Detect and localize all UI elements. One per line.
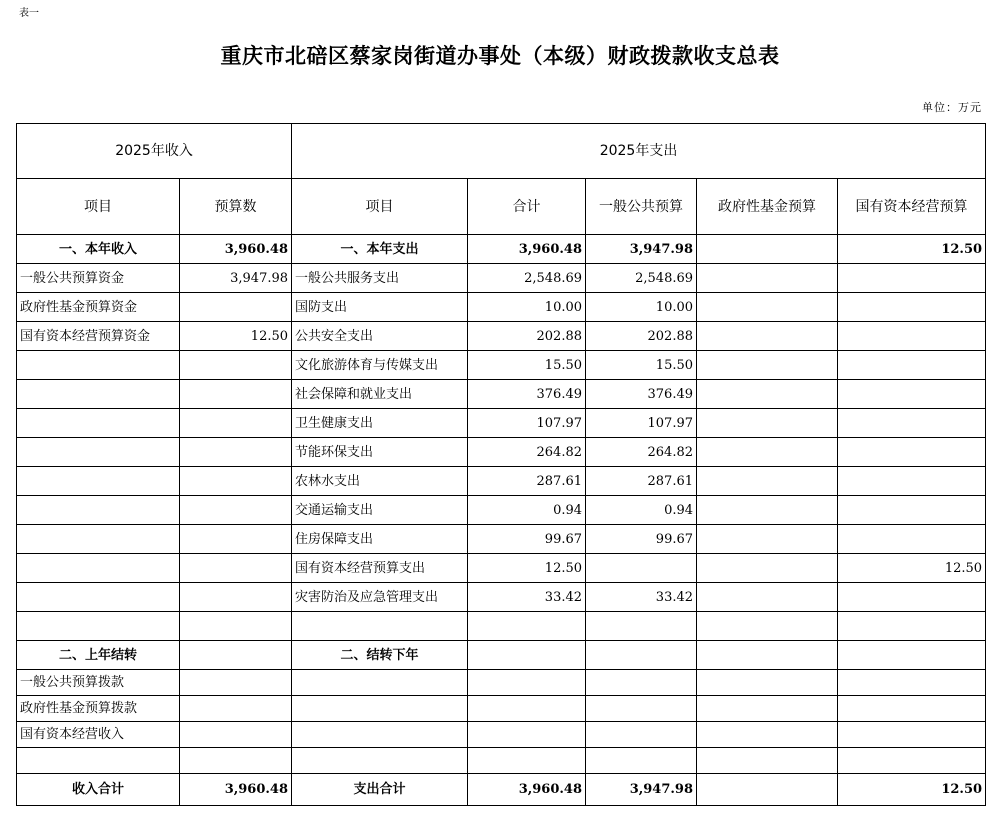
total-cell: 202.88 (468, 322, 586, 351)
income-value-cell (180, 409, 292, 438)
table-row (17, 696, 986, 722)
income-item-cell (17, 612, 180, 641)
expense-item-cell (292, 722, 468, 748)
total-cell (468, 696, 586, 722)
income-value-cell (180, 583, 292, 612)
income-item-cell (17, 554, 180, 583)
gov-fund-header: 政府性基金预算 (697, 179, 838, 235)
table-row (17, 641, 986, 670)
table-row (17, 722, 986, 748)
page-title: 重庆市北碚区蔡家岗街道办事处（本级）财政拨款收支总表 (220, 43, 780, 68)
header-row-groups (17, 124, 986, 179)
total-cell: 0.94 (468, 496, 586, 525)
expense-item-cell: 住房保障支出 (292, 525, 468, 554)
general-budget-header: 一般公共预算 (586, 179, 697, 235)
gov-fund-cell (697, 583, 838, 612)
income-value-cell: 3,960.48 (180, 235, 292, 264)
income-item-cell (17, 351, 180, 380)
general-budget-cell (586, 641, 697, 670)
budget-table (16, 123, 986, 806)
income-item-cell: 一般公共预算拨款 (17, 670, 180, 696)
total-cell: 99.67 (468, 525, 586, 554)
gov-fund-cell (697, 641, 838, 670)
expense-item-cell: 卫生健康支出 (292, 409, 468, 438)
total-cell: 2,548.69 (468, 264, 586, 293)
expense-item-cell: 交通运输支出 (292, 496, 468, 525)
income-value-cell (180, 670, 292, 696)
state-capital-cell: 12.50 (838, 774, 986, 806)
table-row (17, 380, 986, 409)
general-budget-cell (586, 554, 697, 583)
income-value-cell: 3,947.98 (180, 264, 292, 293)
general-budget-cell (586, 612, 697, 641)
income-item-cell: 一般公共预算资金 (17, 264, 180, 293)
general-budget-cell: 376.49 (586, 380, 697, 409)
state-capital-cell (838, 264, 986, 293)
income-value-cell (180, 438, 292, 467)
income-value-cell (180, 696, 292, 722)
expense-item-cell (292, 612, 468, 641)
gov-fund-cell (697, 438, 838, 467)
gov-fund-cell (697, 467, 838, 496)
gov-fund-cell (697, 525, 838, 554)
header-row-columns (17, 179, 986, 235)
income-value-cell (180, 351, 292, 380)
income-value-cell (180, 722, 292, 748)
income-item-cell: 二、上年结转 (17, 641, 180, 670)
general-budget-cell (586, 722, 697, 748)
gov-fund-cell (697, 351, 838, 380)
expense-item-cell: 支出合计 (292, 774, 468, 806)
income-value-cell (180, 496, 292, 525)
gov-fund-cell (697, 409, 838, 438)
expense-item-cell: 节能环保支出 (292, 438, 468, 467)
general-budget-cell (586, 670, 697, 696)
income-item-cell: 一、本年收入 (17, 235, 180, 264)
income-item-header: 项目 (17, 179, 180, 235)
total-cell (468, 748, 586, 774)
state-capital-cell: 12.50 (838, 554, 986, 583)
general-budget-cell (586, 748, 697, 774)
income-value-cell (180, 748, 292, 774)
state-capital-cell (838, 351, 986, 380)
income-value-cell (180, 467, 292, 496)
state-capital-cell (838, 380, 986, 409)
income-value-cell: 3,960.48 (180, 774, 292, 806)
gov-fund-cell (697, 235, 838, 264)
general-budget-cell: 15.50 (586, 351, 697, 380)
expense-item-cell (292, 696, 468, 722)
expense-item-cell: 一般公共服务支出 (292, 264, 468, 293)
state-capital-cell (838, 496, 986, 525)
table-row (17, 670, 986, 696)
state-capital-cell (838, 409, 986, 438)
state-capital-cell (838, 438, 986, 467)
income-item-cell (17, 583, 180, 612)
total-cell: 33.42 (468, 583, 586, 612)
expense-item-cell: 文化旅游体育与传媒支出 (292, 351, 468, 380)
total-cell: 376.49 (468, 380, 586, 409)
state-capital-cell (838, 641, 986, 670)
total-cell: 287.61 (468, 467, 586, 496)
income-item-cell (17, 409, 180, 438)
table-row (17, 351, 986, 380)
gov-fund-cell (697, 293, 838, 322)
gov-fund-cell (697, 264, 838, 293)
table-row (17, 496, 986, 525)
income-item-cell: 政府性基金预算拨款 (17, 696, 180, 722)
general-budget-cell: 3,947.98 (586, 774, 697, 806)
gov-fund-cell (697, 612, 838, 641)
expense-item-header: 项目 (292, 179, 468, 235)
total-cell (468, 641, 586, 670)
general-budget-cell: 2,548.69 (586, 264, 697, 293)
gov-fund-cell (697, 322, 838, 351)
income-item-cell: 政府性基金预算资金 (17, 293, 180, 322)
expense-item-cell (292, 670, 468, 696)
income-value-cell: 12.50 (180, 322, 292, 351)
total-cell (468, 612, 586, 641)
table-row (17, 293, 986, 322)
total-cell: 264.82 (468, 438, 586, 467)
expense-item-cell: 国防支出 (292, 293, 468, 322)
total-cell: 3,960.48 (468, 774, 586, 806)
total-cell: 3,960.48 (468, 235, 586, 264)
income-item-cell: 国有资本经营收入 (17, 722, 180, 748)
income-value-cell (180, 293, 292, 322)
general-budget-cell: 33.42 (586, 583, 697, 612)
state-capital-header: 国有资本经营预算 (838, 179, 986, 235)
gov-fund-cell (697, 696, 838, 722)
state-capital-cell (838, 293, 986, 322)
expense-item-cell: 农林水支出 (292, 467, 468, 496)
gov-fund-cell (697, 670, 838, 696)
expense-item-cell (292, 748, 468, 774)
unit-label: 单位：万元 (922, 101, 982, 114)
general-budget-cell: 264.82 (586, 438, 697, 467)
income-item-cell (17, 525, 180, 554)
expense-item-cell: 一、本年支出 (292, 235, 468, 264)
total-cell: 15.50 (468, 351, 586, 380)
table-row (17, 467, 986, 496)
total-cell: 12.50 (468, 554, 586, 583)
general-budget-cell (586, 696, 697, 722)
expense-item-cell: 社会保障和就业支出 (292, 380, 468, 409)
table-row (17, 438, 986, 467)
table-row (17, 774, 986, 806)
income-item-cell (17, 380, 180, 409)
gov-fund-cell (697, 380, 838, 409)
income-group-header: 2025年收入 (17, 124, 292, 179)
general-budget-cell: 0.94 (586, 496, 697, 525)
general-budget-cell: 107.97 (586, 409, 697, 438)
income-value-cell (180, 612, 292, 641)
income-item-cell (17, 467, 180, 496)
table-row (17, 409, 986, 438)
expense-group-header: 2025年支出 (292, 124, 986, 179)
gov-fund-cell (697, 496, 838, 525)
state-capital-cell: 12.50 (838, 235, 986, 264)
gov-fund-cell (697, 774, 838, 806)
general-budget-cell: 287.61 (586, 467, 697, 496)
income-value-cell (180, 554, 292, 583)
expense-item-cell: 公共安全支出 (292, 322, 468, 351)
general-budget-cell: 3,947.98 (586, 235, 697, 264)
expense-item-cell: 二、结转下年 (292, 641, 468, 670)
gov-fund-cell (697, 722, 838, 748)
general-budget-cell: 202.88 (586, 322, 697, 351)
general-budget-cell: 99.67 (586, 525, 697, 554)
income-item-cell: 国有资本经营预算资金 (17, 322, 180, 351)
total-header: 合计 (468, 179, 586, 235)
state-capital-cell (838, 612, 986, 641)
gov-fund-cell (697, 554, 838, 583)
state-capital-cell (838, 525, 986, 554)
total-cell (468, 722, 586, 748)
income-item-cell (17, 748, 180, 774)
state-capital-cell (838, 748, 986, 774)
income-item-cell: 收入合计 (17, 774, 180, 806)
total-cell: 107.97 (468, 409, 586, 438)
income-budget-header: 预算数 (180, 179, 292, 235)
income-value-cell (180, 380, 292, 409)
table-row (17, 235, 986, 264)
table-row (17, 264, 986, 293)
income-value-cell (180, 525, 292, 554)
table-row (17, 748, 986, 774)
table-row (17, 612, 986, 641)
expense-item-cell: 灾害防治及应急管理支出 (292, 583, 468, 612)
table-number: 表一 (19, 8, 39, 19)
state-capital-cell (838, 583, 986, 612)
state-capital-cell (838, 322, 986, 351)
state-capital-cell (838, 696, 986, 722)
income-value-cell (180, 641, 292, 670)
expense-item-cell: 国有资本经营预算支出 (292, 554, 468, 583)
income-item-cell (17, 496, 180, 525)
state-capital-cell (838, 670, 986, 696)
table-row (17, 322, 986, 351)
general-budget-cell: 10.00 (586, 293, 697, 322)
income-item-cell (17, 438, 180, 467)
table-row (17, 583, 986, 612)
total-cell (468, 670, 586, 696)
gov-fund-cell (697, 748, 838, 774)
table-row (17, 554, 986, 583)
state-capital-cell (838, 467, 986, 496)
total-cell: 10.00 (468, 293, 586, 322)
table-row (17, 525, 986, 554)
state-capital-cell (838, 722, 986, 748)
